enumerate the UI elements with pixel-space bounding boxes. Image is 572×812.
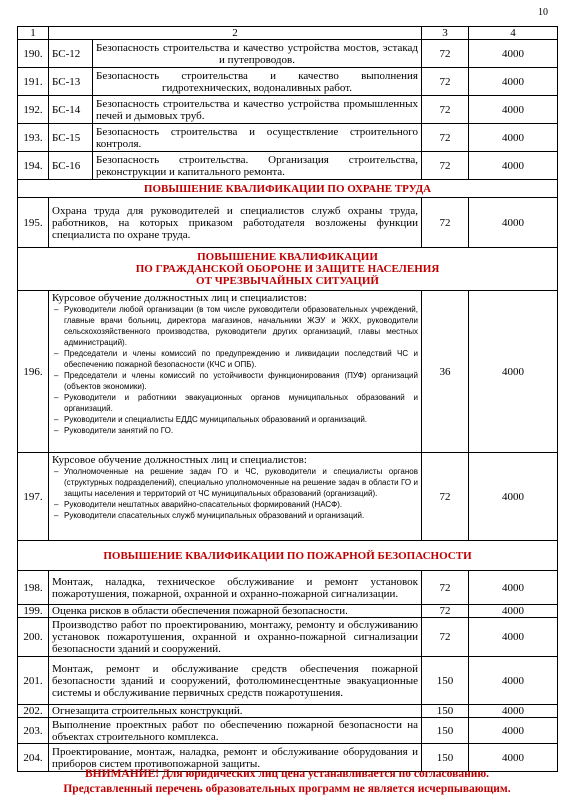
table-row bbox=[18, 68, 558, 96]
program-price: 4000 bbox=[469, 618, 558, 657]
table-row bbox=[18, 96, 558, 124]
program-title: Монтаж, ремонт и обслуживание средств обеспечения пожарной безопасности зданий и сооружений, фотолюминесцентные эвакуационные системы и обслуживание первичных средств пожаротушения. bbox=[49, 657, 422, 705]
program-price: 4000 bbox=[469, 705, 558, 718]
row-number: 196. bbox=[18, 291, 49, 453]
row-number: 201. bbox=[18, 657, 49, 705]
program-title: Безопасность строительства и качество устройства мостов, эстакад и путепроводов. bbox=[93, 40, 422, 68]
program-title: Безопасность строительства. Организация строительства, реконструкции и капитального ремонта. bbox=[93, 152, 422, 180]
table-row bbox=[18, 453, 558, 541]
program-price: 4000 bbox=[469, 96, 558, 124]
program-title: Проектирование, монтаж, наладка, ремонт и обслуживание оборудования и приборов систем противопожарной защиты. bbox=[49, 744, 422, 772]
program-description bbox=[49, 291, 422, 453]
program-price: 4000 bbox=[469, 571, 558, 605]
program-title: Охрана труда для руководителей и специалистов служб охраны труда, работников, на которых приказом работодателя возложены функции специалиста по охране труда. bbox=[49, 198, 422, 248]
program-price: 4000 bbox=[469, 152, 558, 180]
price-table bbox=[17, 26, 558, 772]
notice-line: Представленный перечень образовательных программ не является исчерпывающим. bbox=[63, 783, 511, 795]
table-row bbox=[18, 718, 558, 744]
program-title: Безопасность строительства и качество устройства промышленных печей и дымовых труб. bbox=[93, 96, 422, 124]
column-header: 2 bbox=[49, 27, 422, 40]
notice bbox=[17, 767, 557, 797]
table-row bbox=[18, 152, 558, 180]
notice-line: ВНИМАНИЕ! Для юридических лиц цена устанавливается по согласованию. bbox=[85, 768, 489, 780]
program-hours: 36 bbox=[422, 291, 469, 453]
table-row bbox=[18, 618, 558, 657]
section-heading-row bbox=[18, 541, 558, 571]
list-item: ‒ Председатели и члены комиссий по устойчивости функционирования (ПУФ) организаций (объектов экономики). bbox=[64, 370, 418, 392]
program-hours: 72 bbox=[422, 571, 469, 605]
program-title: Безопасность строительства и качество выполнения гидротехнических, водоналивных работ. bbox=[93, 68, 422, 96]
program-code: БС-12 bbox=[49, 40, 93, 68]
list-item: ‒ Руководители любой организации (в том числе руководители образовательных учреждений, главные врачи больниц, директора магазинов, начальники ЖЭУ и ЖКХ, руководители сельскохозяйственного производства, руководители других организаций, главы местных администраций). bbox=[64, 304, 418, 348]
section-heading-line: ОТ ЧРЕЗВЫЧАЙНЫХ СИТУАЦИЙ bbox=[196, 275, 379, 287]
row-number: 191. bbox=[18, 68, 49, 96]
table-row bbox=[18, 291, 558, 453]
program-description bbox=[49, 453, 422, 541]
table-row bbox=[18, 124, 558, 152]
program-title: Огнезащита строительных конструкций. bbox=[49, 705, 422, 718]
program-hours: 72 bbox=[422, 605, 469, 618]
program-hours: 150 bbox=[422, 705, 469, 718]
program-code: БС-16 bbox=[49, 152, 93, 180]
program-price: 4000 bbox=[469, 291, 558, 453]
row-number: 199. bbox=[18, 605, 49, 618]
course-title: Курсовое обучение должностных лиц и специалистов: bbox=[52, 454, 307, 466]
list-item: ‒ Руководители и работники эвакуационных органов муниципальных образований и организаций. bbox=[64, 392, 418, 414]
row-number: 198. bbox=[18, 571, 49, 605]
row-number: 203. bbox=[18, 718, 49, 744]
table-row bbox=[18, 605, 558, 618]
section-heading-line: ПОВЫШЕНИЕ КВАЛИФИКАЦИИ bbox=[197, 251, 378, 263]
program-code: БС-13 bbox=[49, 68, 93, 96]
program-hours: 72 bbox=[422, 68, 469, 96]
row-number: 193. bbox=[18, 124, 49, 152]
list-item: ‒ Руководители занятий по ГО. bbox=[64, 425, 418, 436]
program-title: Оценка рисков в области обеспечения пожарной безопасности. bbox=[49, 605, 422, 618]
program-hours: 150 bbox=[422, 718, 469, 744]
column-header: 1 bbox=[18, 27, 49, 40]
program-title: Выполнение проектных работ по обеспечению пожарной безопасности на объектах строительного комплекса. bbox=[49, 718, 422, 744]
row-number: 202. bbox=[18, 705, 49, 718]
list-item: ‒ Руководители нештатных аварийно-спасательных формирований (НАСФ). bbox=[64, 499, 418, 510]
row-number: 190. bbox=[18, 40, 49, 68]
list-item: ‒ Уполномоченные на решение задач ГО и ЧС, руководители и специалисты органов (структурных подразделений), специально уполномоченные на решение задач в области ГО и защиты населения и территорий от ЧС муниципальных образований (организаций). bbox=[64, 466, 418, 499]
program-title: Безопасность строительства и осуществление строительного контроля. bbox=[93, 124, 422, 152]
course-title: Курсовое обучение должностных лиц и специалистов: bbox=[52, 292, 307, 304]
audience-list bbox=[52, 304, 418, 436]
program-hours: 72 bbox=[422, 198, 469, 248]
table-row bbox=[18, 571, 558, 605]
program-price: 4000 bbox=[469, 718, 558, 744]
section-heading-line: ПО ГРАЖДАНСКОЙ ОБОРОНЕ И ЗАЩИТЕ НАСЕЛЕНИЯ bbox=[135, 263, 440, 275]
row-number: 197. bbox=[18, 453, 49, 541]
list-item: ‒ Руководители спасательных служб муниципальных образований и организаций. bbox=[64, 510, 418, 521]
program-hours: 150 bbox=[422, 657, 469, 705]
program-hours: 72 bbox=[422, 96, 469, 124]
row-number: 204. bbox=[18, 744, 49, 772]
audience-list bbox=[52, 466, 418, 521]
program-hours: 72 bbox=[422, 124, 469, 152]
program-price: 4000 bbox=[469, 657, 558, 705]
program-code: БС-14 bbox=[49, 96, 93, 124]
program-code: БС-15 bbox=[49, 124, 93, 152]
program-price: 4000 bbox=[469, 40, 558, 68]
list-item: ‒ Председатели и члены комиссий по предупреждению и ликвидации последствий ЧС и обеспечению пожарной безопасности (КЧС и ОПБ). bbox=[64, 348, 418, 370]
program-price: 4000 bbox=[469, 453, 558, 541]
column-header: 4 bbox=[469, 27, 558, 40]
page-number: 10 bbox=[538, 7, 548, 18]
section-heading: ПОВЫШЕНИЕ КВАЛИФИКАЦИИ ПО ОХРАНЕ ТРУДА bbox=[18, 180, 558, 198]
table-row bbox=[18, 40, 558, 68]
section-heading-row bbox=[18, 180, 558, 198]
table-row bbox=[18, 705, 558, 718]
program-title: Монтаж, наладка, техническое обслуживание и ремонт установок пожаротушения, пожарной, охранной и охранно-пожарной сигнализации. bbox=[49, 571, 422, 605]
program-hours: 72 bbox=[422, 152, 469, 180]
program-price: 4000 bbox=[469, 605, 558, 618]
section-heading-row bbox=[18, 248, 558, 291]
program-hours: 72 bbox=[422, 453, 469, 541]
row-number: 194. bbox=[18, 152, 49, 180]
program-price: 4000 bbox=[469, 744, 558, 772]
table-row bbox=[18, 657, 558, 705]
table-header-row bbox=[18, 27, 558, 40]
program-hours: 150 bbox=[422, 744, 469, 772]
program-price: 4000 bbox=[469, 198, 558, 248]
program-hours: 72 bbox=[422, 40, 469, 68]
program-hours: 72 bbox=[422, 618, 469, 657]
row-number: 200. bbox=[18, 618, 49, 657]
table-row bbox=[18, 198, 558, 248]
program-price: 4000 bbox=[469, 68, 558, 96]
row-number: 195. bbox=[18, 198, 49, 248]
row-number: 192. bbox=[18, 96, 49, 124]
program-price: 4000 bbox=[469, 124, 558, 152]
program-title: Производство работ по проектированию, монтажу, ремонту и обслуживанию установок пожаротушения, охранной и охранно-пожарной сигнализации безопасности зданий и сооружений. bbox=[49, 618, 422, 657]
list-item: ‒ Руководители и специалисты ЕДДС муниципальных образований и организаций. bbox=[64, 414, 418, 425]
section-heading bbox=[18, 248, 558, 291]
section-heading: ПОВЫШЕНИЕ КВАЛИФИКАЦИИ ПО ПОЖАРНОЙ БЕЗОПАСНОСТИ bbox=[18, 541, 558, 571]
column-header: 3 bbox=[422, 27, 469, 40]
